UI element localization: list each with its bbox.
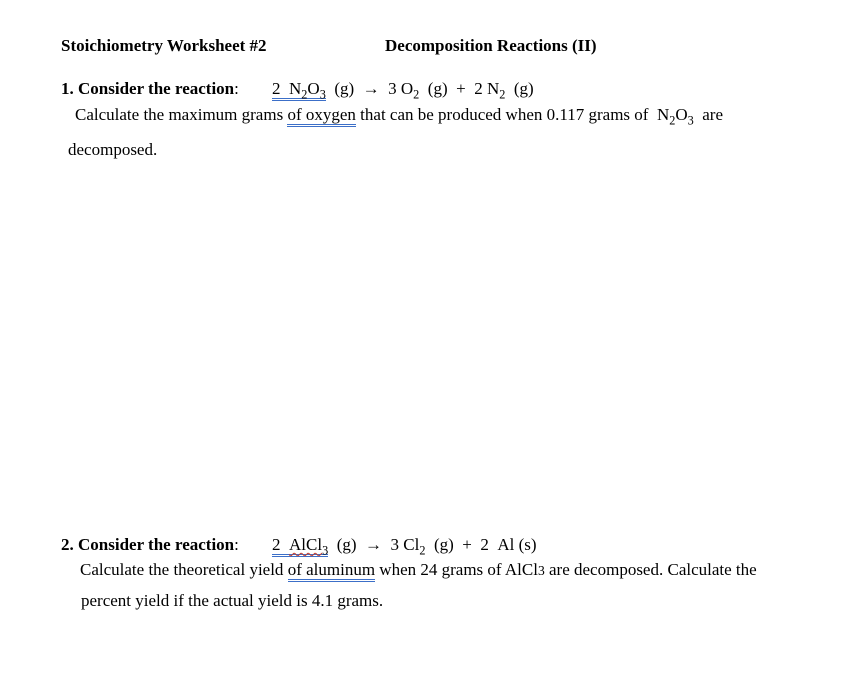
question-1-colon: : [234,79,239,98]
section-title: Decomposition Reactions (II) [385,36,597,55]
reaction-arrow: → [365,535,383,554]
state-gas: (g) [336,535,357,554]
question-1-text-line-2: decomposed. [68,140,158,159]
state-gas: (g) [513,79,534,98]
question-1-label: 1. Consider the reaction [61,79,235,98]
underlined-of-aluminum: of aluminum [288,560,375,582]
state-gas: (g) [427,79,448,98]
reactant-alcl3: 2 AlCl$_3$ [272,535,329,558]
product-aluminum: 2 Al [480,535,515,554]
question-1-prompt [61,79,239,99]
question-2-label: 2. Consider the reaction [61,535,235,554]
reaction-arrow: → [362,79,380,98]
formula-n2o3: $N_2O_3$ [656,105,694,128]
worksheet-title: Stoichiometry Worksheet #2 [61,36,267,55]
question-2-text-line-1: Calculate the theoretical yield of aluminum when 24 grams of AlCl3 are decomposed. Calculate the [80,560,757,580]
product-chlorine: 3 $Cl_2$ [390,535,426,558]
product-oxygen: 3 $O_2$ [388,79,420,102]
question-2-text-line-2: percent yield if the actual yield is 4.1 grams. [81,591,384,610]
question-1-text-line-1: Calculate the maximum grams of oxygen that can be produced when 0.117 grams of $N_2O_3$ are [75,105,724,128]
question-2-prompt [61,535,239,555]
question-1-equation [272,79,534,102]
product-nitrogen: 2 $N_2$ [474,79,506,102]
plus-sign: + [456,79,466,98]
state-solid: (s) [518,535,537,554]
question-2-colon: : [234,535,239,554]
state-gas: (g) [433,535,454,554]
question-2-equation [272,535,537,558]
plus-sign: + [462,535,472,554]
underlined-of-oxygen: of oxygen [287,105,355,127]
reactant-n2o3: 2 $N_2O_3$ [272,79,326,102]
state-gas: (g) [334,79,355,98]
